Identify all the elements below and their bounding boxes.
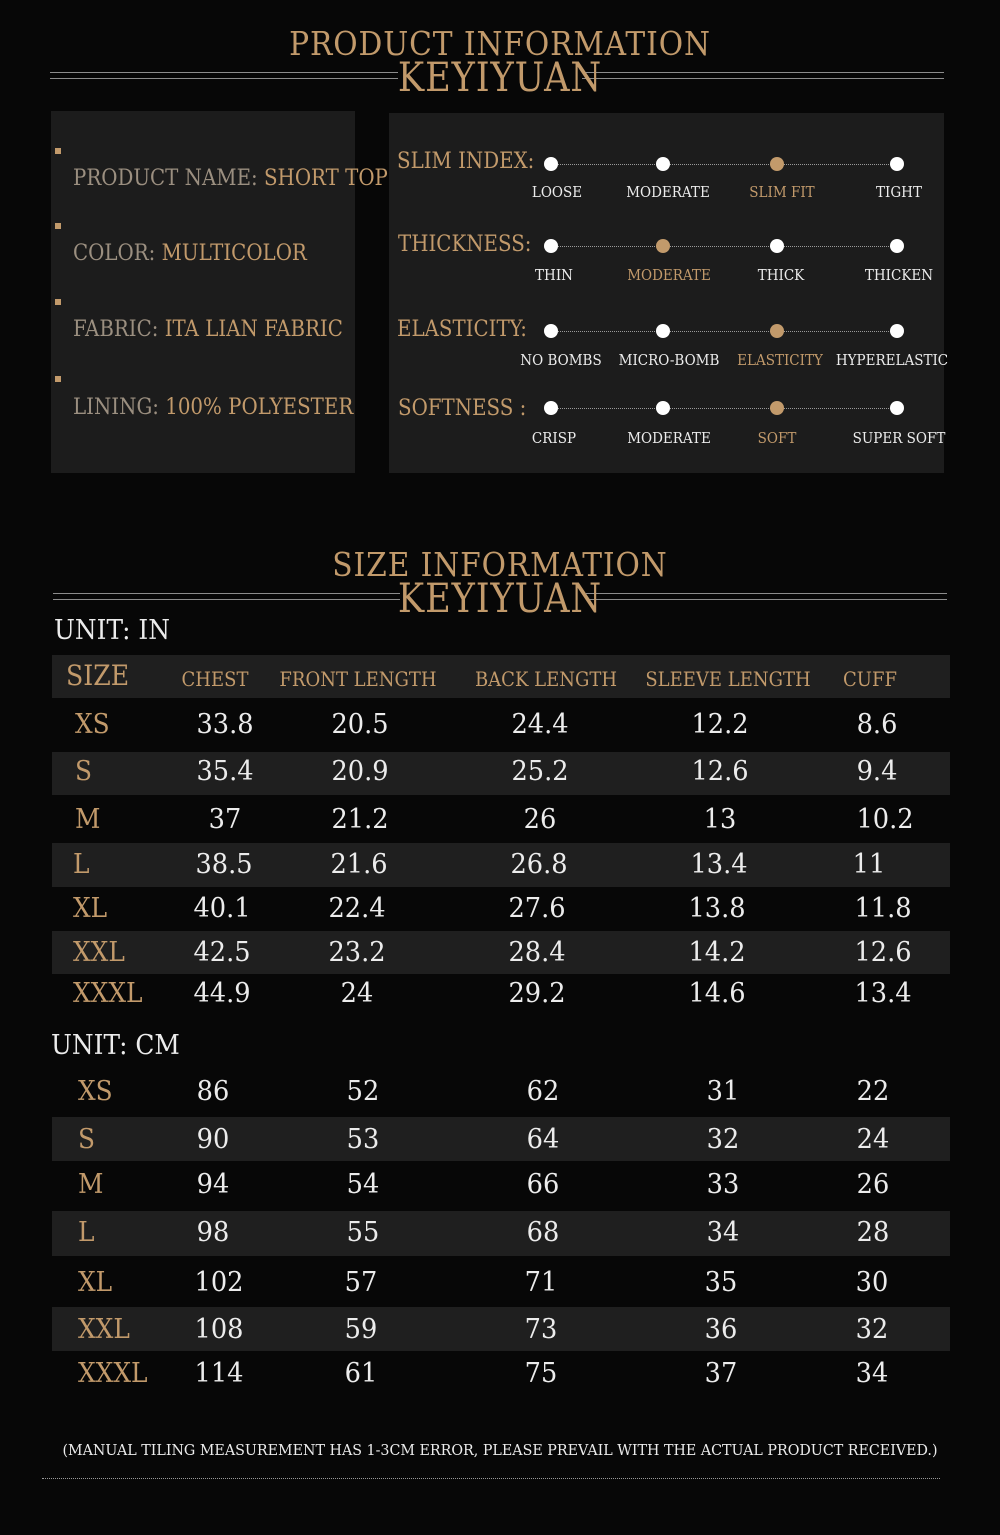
value-cell: 9.4 <box>856 756 898 787</box>
bullet-marker <box>55 148 61 154</box>
size-cell: XL <box>73 893 108 924</box>
size-info-brand: KEYIYUAN <box>397 576 603 622</box>
index-option: MICRO-BOMB <box>618 351 720 369</box>
value-cell: 12.2 <box>691 709 749 740</box>
table-row-band <box>52 1307 950 1351</box>
value-cell: 40.1 <box>193 893 251 924</box>
value-cell: 11.8 <box>854 893 912 924</box>
value-cell: 62 <box>526 1076 560 1107</box>
value-cell: 53 <box>346 1124 380 1155</box>
index-dot <box>890 324 904 338</box>
product-info-line <box>73 166 388 192</box>
value-cell: 54 <box>346 1169 380 1200</box>
product-info-label: PRODUCT NAME: <box>73 166 258 191</box>
value-cell: 24.4 <box>511 709 569 740</box>
size-cell: XXL <box>73 937 125 968</box>
value-cell: 37 <box>704 1358 738 1389</box>
value-cell: 29.2 <box>508 978 566 1009</box>
index-dot-selected <box>770 401 784 415</box>
product-info-title: PRODUCT INFORMATION <box>289 24 711 63</box>
value-cell: 13.8 <box>688 893 746 924</box>
size-cell: XXL <box>78 1314 130 1345</box>
size-cell: XS <box>75 709 110 740</box>
value-cell: 12.6 <box>691 756 749 787</box>
index-label: SLIM INDEX: <box>397 149 535 174</box>
index-dot-selected <box>656 239 670 253</box>
value-cell: 28.4 <box>508 937 566 968</box>
value-cell: 26 <box>856 1169 890 1200</box>
header-size: SIZE <box>66 659 130 692</box>
index-label: THICKNESS: <box>398 232 532 257</box>
index-option-selected: MODERATE <box>627 266 711 284</box>
size-cell: XXXL <box>73 978 143 1009</box>
value-cell: 21.2 <box>331 804 389 835</box>
header-sleeve-length: SLEEVE LENGTH <box>645 667 811 691</box>
index-option-selected: ELASTICITY <box>737 351 823 369</box>
index-track <box>551 408 897 409</box>
product-info-line <box>73 317 343 343</box>
header-back-length: BACK LENGTH <box>474 667 618 691</box>
value-cell: 33.8 <box>196 709 254 740</box>
index-option-selected: SLIM FIT <box>749 183 815 201</box>
index-dot <box>544 239 558 253</box>
value-cell: 35 <box>704 1267 738 1298</box>
value-cell: 11 <box>852 849 886 880</box>
index-dot <box>890 157 904 171</box>
index-option: THICKEN <box>864 266 934 284</box>
value-cell: 25.2 <box>511 756 569 787</box>
table-row-band <box>52 931 950 974</box>
index-track <box>551 331 897 332</box>
value-cell: 30 <box>855 1267 889 1298</box>
product-info-value: ITA LIAN FABRIC <box>164 317 343 342</box>
value-cell: 14.6 <box>688 978 746 1009</box>
table-row-band <box>52 843 950 887</box>
value-cell: 59 <box>344 1314 378 1345</box>
value-cell: 86 <box>196 1076 230 1107</box>
value-cell: 32 <box>855 1314 889 1345</box>
product-info-line <box>73 395 353 421</box>
value-cell: 57 <box>344 1267 378 1298</box>
product-info-label: LINING: <box>73 395 159 420</box>
value-cell: 23.2 <box>328 937 386 968</box>
value-cell: 13 <box>703 804 737 835</box>
value-cell: 14.2 <box>688 937 746 968</box>
value-cell: 68 <box>526 1217 560 1248</box>
table-row-band <box>52 1117 950 1161</box>
index-option: THIN <box>535 266 573 284</box>
table-row-band <box>52 752 950 795</box>
index-dot <box>770 239 784 253</box>
value-cell: 27.6 <box>508 893 566 924</box>
value-cell: 44.9 <box>193 978 251 1009</box>
value-cell: 13.4 <box>854 978 912 1009</box>
value-cell: 66 <box>526 1169 560 1200</box>
size-cell: L <box>73 849 90 880</box>
value-cell: 26.8 <box>510 849 568 880</box>
index-dot <box>656 324 670 338</box>
size-cell: XS <box>78 1076 113 1107</box>
value-cell: 55 <box>346 1217 380 1248</box>
value-cell: 26 <box>523 804 557 835</box>
index-option: CRISP <box>531 429 577 447</box>
size-cell: S <box>78 1124 96 1155</box>
value-cell: 37 <box>208 804 242 835</box>
value-cell: 31 <box>706 1076 740 1107</box>
value-cell: 22 <box>856 1076 890 1107</box>
table-row-band <box>52 1211 950 1256</box>
product-info-label: COLOR: <box>73 241 156 266</box>
product-info-line <box>73 241 307 267</box>
index-option: TIGHT <box>876 183 922 201</box>
value-cell: 10.2 <box>856 804 914 835</box>
bullet-marker <box>55 223 61 229</box>
index-option: MODERATE <box>627 429 711 447</box>
index-option: NO BOMBS <box>520 351 602 369</box>
value-cell: 90 <box>196 1124 230 1155</box>
product-info-label: FABRIC: <box>73 317 159 342</box>
value-cell: 32 <box>706 1124 740 1155</box>
value-cell: 35.4 <box>196 756 254 787</box>
value-cell: 34 <box>706 1217 740 1248</box>
value-cell: 22.4 <box>328 893 386 924</box>
index-dot <box>656 157 670 171</box>
value-cell: 75 <box>524 1358 558 1389</box>
value-cell: 34 <box>855 1358 889 1389</box>
index-dot <box>656 401 670 415</box>
product-info-value: SHORT TOP <box>263 166 388 191</box>
header-chest: CHEST <box>181 667 249 691</box>
value-cell: 94 <box>196 1169 230 1200</box>
product-info-value: 100% POLYESTER <box>165 395 354 420</box>
value-cell: 114 <box>194 1358 244 1389</box>
value-cell: 24 <box>856 1124 890 1155</box>
index-dot <box>890 239 904 253</box>
value-cell: 71 <box>524 1267 558 1298</box>
value-cell: 20.5 <box>331 709 389 740</box>
unit-in-label: UNIT: IN <box>54 615 170 646</box>
size-info-title: SIZE INFORMATION <box>332 545 668 584</box>
size-cell: L <box>78 1217 95 1248</box>
index-dot-selected <box>770 157 784 171</box>
header-front-length: FRONT LENGTH <box>279 667 437 691</box>
size-cell: M <box>78 1169 104 1200</box>
index-dot-selected <box>770 324 784 338</box>
index-label: ELASTICITY: <box>397 317 527 342</box>
unit-cm-label: UNIT: CM <box>51 1030 180 1061</box>
index-option: THICK <box>757 266 805 284</box>
index-dot <box>890 401 904 415</box>
index-option: SUPER SOFT <box>852 429 946 447</box>
value-cell: 108 <box>194 1314 244 1345</box>
value-cell: 98 <box>196 1217 230 1248</box>
value-cell: 8.6 <box>856 709 898 740</box>
value-cell: 42.5 <box>193 937 251 968</box>
index-dot <box>544 157 558 171</box>
measurement-note: (MANUAL TILING MEASUREMENT HAS 1-3CM ERROR, PLEASE PREVAIL WITH THE ACTUAL PRODUCT RECEIVED.) <box>62 1441 938 1459</box>
value-cell: 73 <box>524 1314 558 1345</box>
header-cuff: CUFF <box>843 667 897 691</box>
bullet-marker <box>55 376 61 382</box>
value-cell: 61 <box>344 1358 378 1389</box>
product-info-brand: KEYIYUAN <box>397 55 603 101</box>
index-track <box>551 246 897 247</box>
value-cell: 13.4 <box>690 849 748 880</box>
size-cell: M <box>75 804 101 835</box>
value-cell: 102 <box>194 1267 244 1298</box>
bottom-divider <box>42 1478 940 1479</box>
value-cell: 21.6 <box>330 849 388 880</box>
value-cell: 12.6 <box>854 937 912 968</box>
value-cell: 24 <box>340 978 374 1009</box>
product-info-value: MULTICOLOR <box>161 241 307 266</box>
value-cell: 33 <box>706 1169 740 1200</box>
value-cell: 64 <box>526 1124 560 1155</box>
index-option-selected: SOFT <box>757 429 797 447</box>
value-cell: 38.5 <box>195 849 253 880</box>
size-cell: S <box>75 756 93 787</box>
index-option: LOOSE <box>531 183 583 201</box>
value-cell: 28 <box>856 1217 890 1248</box>
size-cell: XL <box>78 1267 113 1298</box>
bullet-marker <box>55 299 61 305</box>
value-cell: 20.9 <box>331 756 389 787</box>
value-cell: 52 <box>346 1076 380 1107</box>
index-dot <box>544 324 558 338</box>
index-track <box>551 164 897 165</box>
size-cell: XXXL <box>78 1358 148 1389</box>
index-option: HYPERELASTIC <box>835 351 949 369</box>
value-cell: 36 <box>704 1314 738 1345</box>
index-label: SOFTNESS : <box>398 396 527 421</box>
index-option: MODERATE <box>626 183 710 201</box>
index-dot <box>544 401 558 415</box>
